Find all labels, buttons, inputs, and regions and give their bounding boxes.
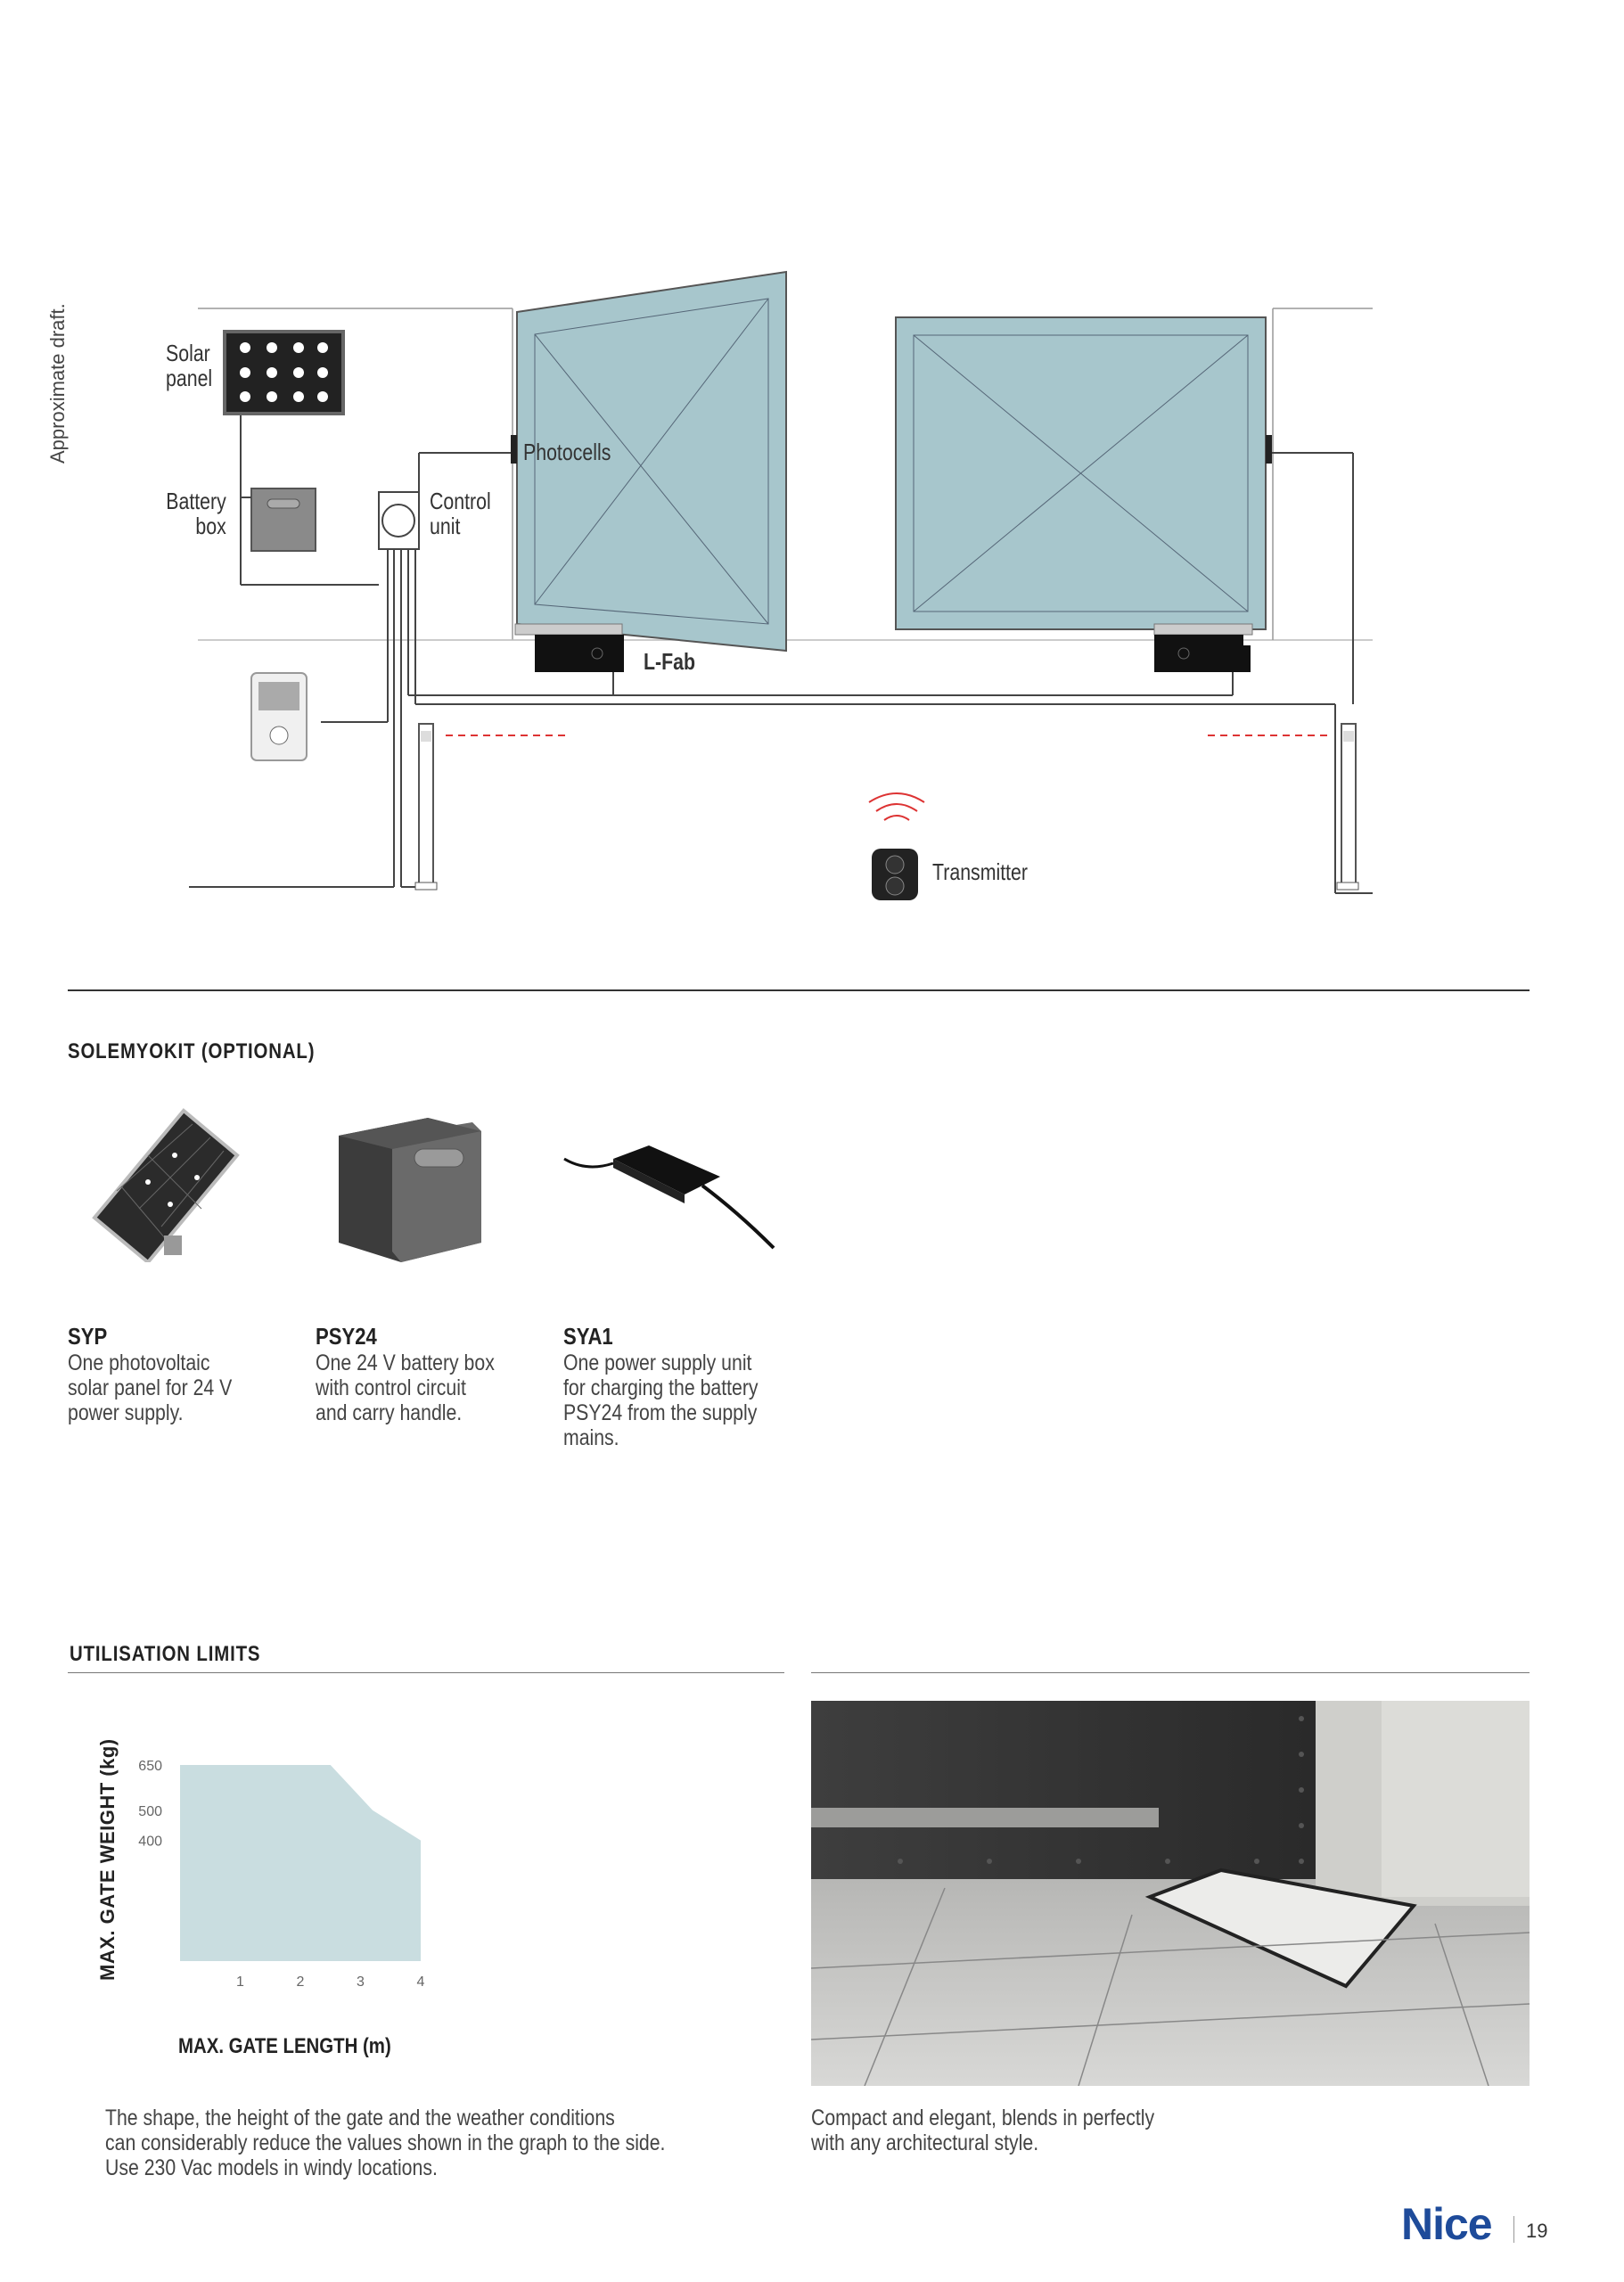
solar-panel-icon <box>225 332 343 414</box>
lfab-label: L-Fab <box>644 648 696 675</box>
right-gate-leaf <box>896 317 1266 629</box>
utilisation-limits-chart <box>89 1747 446 2032</box>
photocell-post-right-icon <box>1337 724 1358 890</box>
control-unit-icon <box>379 492 419 549</box>
product-code: SYA1 <box>563 1323 613 1350</box>
limits-heading: UTILISATION LIMITS <box>70 1642 261 1666</box>
y-tick-label: 650 <box>138 1759 162 1774</box>
key-selector-icon <box>251 673 307 760</box>
product-description: One photovoltaic solar panel for 24 V power supply. <box>68 1350 233 1425</box>
battery-box-label-line2: box <box>195 513 226 539</box>
y-tick-label: 400 <box>138 1834 162 1850</box>
x-tick-label: 4 <box>416 1974 425 1990</box>
chart-y-axis-label: MAX. GATE WEIGHT (kg) <box>96 1738 119 1981</box>
control-unit-label <box>430 488 491 538</box>
photocell-post-left-icon <box>415 724 437 890</box>
x-tick-label: 2 <box>296 1974 305 1990</box>
battery-box-icon <box>251 488 316 551</box>
brand-logo: Nice <box>1401 2199 1492 2249</box>
product-code: SYP <box>68 1323 108 1350</box>
control-unit-label-line2: unit <box>430 513 461 539</box>
solar-panel-label-line2: panel <box>166 365 213 391</box>
product-description: One 24 V battery box with control circuit and carry handle. <box>316 1350 495 1425</box>
lfab-motor-left-icon <box>515 624 624 672</box>
photocell-left-icon <box>511 435 517 464</box>
control-unit-label-line1: Control <box>430 488 491 514</box>
photo-caption: Compact and elegant, blends in perfectly with any architectural style. <box>811 2106 1155 2155</box>
battery-box-label-line1: Battery <box>166 488 226 514</box>
footer-separator <box>1513 2216 1514 2243</box>
limits-note: The shape, the height of the gate and the weather conditions can considerably reduce the values shown in the graph to the side. Use 230 Vac models in windy locations. <box>105 2106 666 2180</box>
lfab-motor-right-icon <box>1154 624 1252 672</box>
kit-heading: SOLEMYOKIT (OPTIONAL) <box>68 1039 316 1063</box>
page-number: 19 <box>1526 2220 1548 2242</box>
photocells-label: Photocells <box>523 439 611 465</box>
product-sya1 <box>563 1323 849 1450</box>
photo-rule <box>811 1672 1530 1673</box>
x-tick-label: 1 <box>236 1974 244 1990</box>
solar-panel-label-line1: Solar <box>166 340 210 366</box>
solar-panel-product-image <box>86 1102 246 1262</box>
product-syp <box>68 1323 335 1425</box>
solar-panel-label <box>166 340 213 391</box>
battery-box-label <box>160 488 226 538</box>
limits-rule <box>68 1672 784 1673</box>
x-tick-label: 3 <box>357 1974 365 1990</box>
transmitter-label: Transmitter <box>932 858 1029 885</box>
battery-box-product-image <box>330 1109 490 1265</box>
side-note: Approximate draft. <box>46 303 69 464</box>
power-supply-product-image <box>560 1141 783 1266</box>
installation-photo <box>811 1701 1530 2086</box>
product-code: PSY24 <box>316 1323 377 1350</box>
photocell-right-icon <box>1266 435 1272 464</box>
installation-diagram <box>0 259 1624 927</box>
chart-x-axis-label: MAX. GATE LENGTH (m) <box>178 2034 391 2058</box>
section-divider <box>68 989 1530 991</box>
y-tick-label: 500 <box>138 1803 162 1819</box>
product-description: One power supply unit for charging the battery PSY24 from the supply mains. <box>563 1350 759 1450</box>
limit-area <box>180 1765 421 1961</box>
transmitter-icon <box>869 793 924 900</box>
product-psy24 <box>316 1323 583 1425</box>
